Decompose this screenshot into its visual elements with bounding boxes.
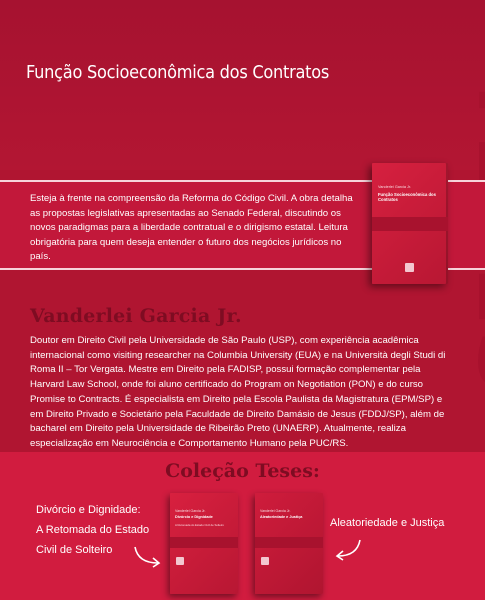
hero-book-cover — [372, 163, 448, 284]
book1-title: Divórcio e Dignidade — [175, 515, 213, 519]
publisher-logo-icon — [405, 263, 414, 272]
book2-band — [255, 537, 323, 548]
left-caption-line: Divórcio e Dignidade: — [36, 504, 141, 516]
book1-subtitle: A Retomada do Estado Civil de Solteiro — [175, 523, 224, 527]
curved-arrow-right-icon — [330, 536, 364, 562]
author-name: Vanderlei Garcia Jr. — [30, 305, 242, 327]
publisher-logo-icon — [176, 557, 184, 565]
publisher-logo-icon — [261, 557, 269, 565]
right-book-caption: Aleatoriedade e Justiça — [330, 517, 445, 529]
page-title: Função Socioeconômica dos Contratos — [26, 62, 330, 83]
book1-author: Vanderlei Garcia Jr. — [175, 509, 206, 513]
book1-band — [170, 537, 238, 548]
collection-heading: Coleção Teses: — [165, 460, 320, 482]
left-caption-line: A Retomada do Estado — [36, 524, 150, 536]
collection-book-aleatoriedade[interactable] — [255, 493, 323, 594]
author-bio: Doutor em Direito Civil pela Universidade de São Paulo (USP), com experiência acadêmica internacional como visiting researcher na Columbia University (EUA) e na Università degli Studi di Roma II – Tor Vergata. Mestre em Direito pela FADISP, possui formação complementar pela Harvard Law School, onde foi aluno certificado do Program on Negotiation (PON) e do curso Promise to Contracts. É especialista em Direito pela Escola Paulista da Magistratura (EPM/SP) e em Direito Privado e Societário pela Faculdade de Direito Damásio de Jesus (FDDJ/SP), além de bacharel em Direito pela Universidade de Ribeirão Preto (UNAERP). Atualmente, realiza especialização em Neurociência e Comportamento Humano pela PUC/RS. — [30, 335, 446, 449]
curved-arrow-left-icon — [132, 543, 166, 569]
collection-book-divorcio[interactable] — [170, 493, 238, 594]
hero-book-author: Vanderlei Garcia Jr. — [378, 185, 412, 189]
book2-title: Aleatoriedade e Justiça — [260, 515, 303, 519]
book2-author: Vanderlei Garcia Jr. — [260, 509, 291, 513]
intro-text: Esteja à frente na compreensão da Reforma do Código Civil. A obra detalha as propostas legislativas apresentadas ao Senado Federal, discutindo os novos paradigmas para a liberdade contratual e o dirigismo estatal. Leitura obrigatória para quem deseja entender o futuro dos negócios jurídicos no país. — [30, 193, 353, 262]
hero-book-title: Função Socioeconômica dos Contratos — [378, 192, 436, 202]
hero-book-band — [372, 217, 448, 231]
header-area — [0, 0, 485, 170]
left-caption-line: Civil de Solteiro — [36, 544, 113, 556]
